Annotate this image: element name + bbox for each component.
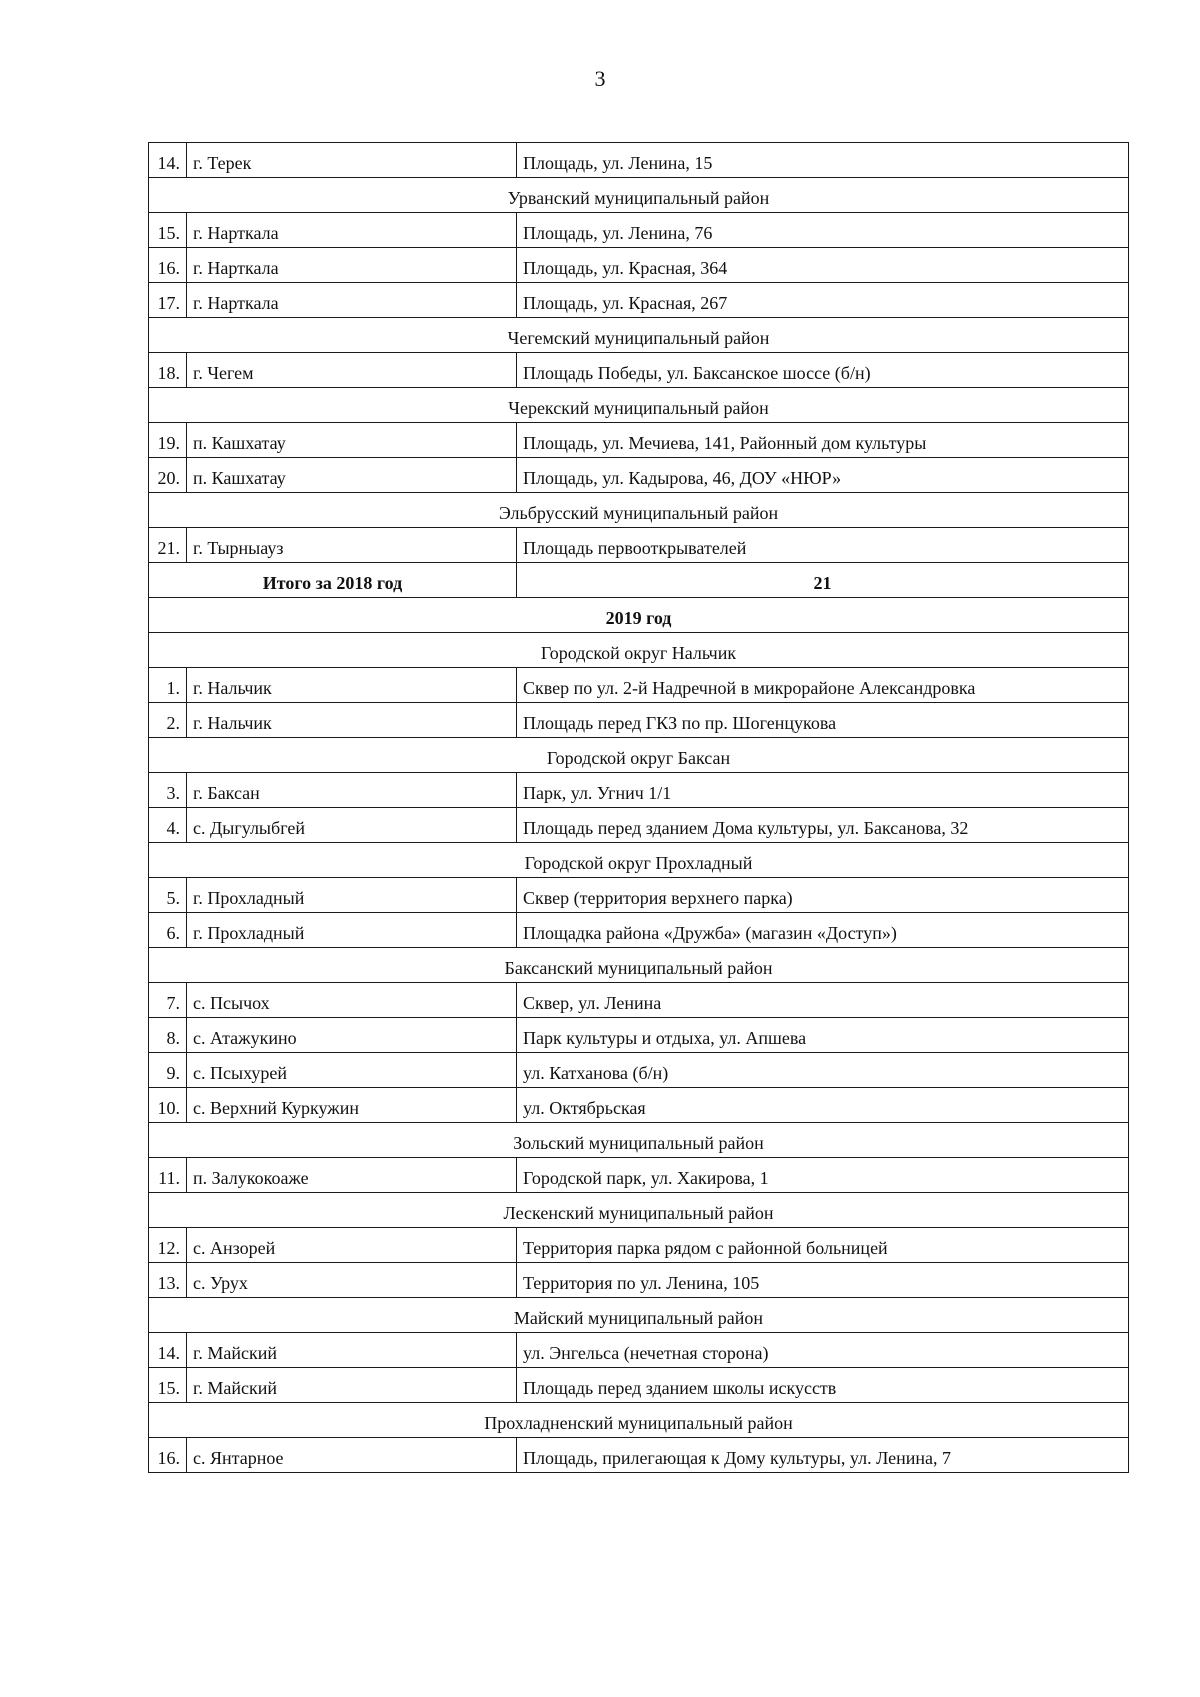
row-address: ул. Катханова (б/н): [517, 1053, 1129, 1088]
row-location: с. Янтарное: [187, 1438, 517, 1473]
year-heading: 2019 год: [149, 598, 1129, 633]
row-location: п. Кашхатау: [187, 423, 517, 458]
row-number: 12.: [149, 1228, 187, 1263]
row-number: 6.: [149, 913, 187, 948]
section-heading: Баксанский муниципальный район: [149, 948, 1129, 983]
section-heading: Прохладненский муниципальный район: [149, 1403, 1129, 1438]
row-address: Площадка района «Дружба» (магазин «Доступ»): [517, 913, 1129, 948]
row-location: с. Анзорей: [187, 1228, 517, 1263]
total-label: Итого за 2018 год: [149, 563, 517, 598]
section-heading: Майский муниципальный район: [149, 1298, 1129, 1333]
total-row: [149, 563, 1129, 598]
row-number: 9.: [149, 1053, 187, 1088]
row-number: 1.: [149, 668, 187, 703]
table-row: [149, 283, 1129, 318]
row-location: г. Нарткала: [187, 283, 517, 318]
table-row: [149, 1368, 1129, 1403]
table-row: [149, 213, 1129, 248]
row-address: Сквер (территория верхнего парка): [517, 878, 1129, 913]
row-number: 15.: [149, 1368, 187, 1403]
table-row: [149, 1053, 1129, 1088]
table-row: [149, 878, 1129, 913]
table-row: [149, 1438, 1129, 1473]
row-address: Площадь, прилегающая к Дому культуры, ул. Ленина, 7: [517, 1438, 1129, 1473]
row-number: 11.: [149, 1158, 187, 1193]
table-row: [149, 1088, 1129, 1123]
row-location: г. Нальчик: [187, 703, 517, 738]
row-address: Территория парка рядом с районной больницей: [517, 1228, 1129, 1263]
table-row: [149, 808, 1129, 843]
row-location: г. Майский: [187, 1333, 517, 1368]
section-row: [149, 493, 1129, 528]
row-location: г. Прохладный: [187, 878, 517, 913]
row-address: Городской парк, ул. Хакирова, 1: [517, 1158, 1129, 1193]
section-row: [149, 178, 1129, 213]
row-location: с. Урух: [187, 1263, 517, 1298]
row-number: 4.: [149, 808, 187, 843]
table-row: [149, 458, 1129, 493]
row-location: г. Баксан: [187, 773, 517, 808]
section-row: [149, 738, 1129, 773]
row-number: 20.: [149, 458, 187, 493]
table-row: [149, 143, 1129, 178]
row-location: г. Нальчик: [187, 668, 517, 703]
table-row: [149, 983, 1129, 1018]
table-row: [149, 773, 1129, 808]
table-row: [149, 423, 1129, 458]
row-number: 13.: [149, 1263, 187, 1298]
row-address: Площадь перед зданием школы искусств: [517, 1368, 1129, 1403]
row-address: Парк, ул. Угнич 1/1: [517, 773, 1129, 808]
section-row: [149, 1193, 1129, 1228]
table-row: [149, 1228, 1129, 1263]
table-row: [149, 1333, 1129, 1368]
section-row: [149, 1123, 1129, 1158]
row-number: 21.: [149, 528, 187, 563]
row-location: п. Залукокоаже: [187, 1158, 517, 1193]
section-row: [149, 633, 1129, 668]
row-address: Площадь, ул. Ленина, 76: [517, 213, 1129, 248]
row-address: Площадь перед ГКЗ по пр. Шогенцукова: [517, 703, 1129, 738]
row-address: Площадь, ул. Кадырова, 46, ДОУ «НЮР»: [517, 458, 1129, 493]
row-number: 16.: [149, 248, 187, 283]
year-row: [149, 598, 1129, 633]
section-heading: Чегемский муниципальный район: [149, 318, 1129, 353]
row-location: с. Атажукино: [187, 1018, 517, 1053]
section-heading: Городской округ Нальчик: [149, 633, 1129, 668]
row-number: 17.: [149, 283, 187, 318]
row-location: п. Кашхатау: [187, 458, 517, 493]
row-location: г. Нарткала: [187, 248, 517, 283]
row-address: Площадь первооткрывателей: [517, 528, 1129, 563]
row-location: г. Чегем: [187, 353, 517, 388]
row-address: Площадь, ул. Ленина, 15: [517, 143, 1129, 178]
row-address: Площадь, ул. Мечиева, 141, Районный дом культуры: [517, 423, 1129, 458]
section-heading: Эльбрусский муниципальный район: [149, 493, 1129, 528]
section-heading: Черекский муниципальный район: [149, 388, 1129, 423]
page-number: 3: [594, 66, 606, 91]
row-address: ул. Энгельса (нечетная сторона): [517, 1333, 1129, 1368]
locations-table-body: [149, 143, 1129, 1473]
section-row: [149, 318, 1129, 353]
table-row: [149, 703, 1129, 738]
section-row: [149, 388, 1129, 423]
row-location: г. Тырныауз: [187, 528, 517, 563]
row-location: с. Верхний Куркужин: [187, 1088, 517, 1123]
row-address: Площадь перед зданием Дома культуры, ул. Баксанова, 32: [517, 808, 1129, 843]
section-row: [149, 1403, 1129, 1438]
row-number: 3.: [149, 773, 187, 808]
table-row: [149, 528, 1129, 563]
row-address: Площадь, ул. Красная, 364: [517, 248, 1129, 283]
row-number: 5.: [149, 878, 187, 913]
row-location: с. Псычох: [187, 983, 517, 1018]
row-location: г. Прохладный: [187, 913, 517, 948]
section-row: [149, 948, 1129, 983]
table-row: [149, 913, 1129, 948]
section-heading: Урванский муниципальный район: [149, 178, 1129, 213]
row-location: с. Дыгулыбгей: [187, 808, 517, 843]
row-number: 8.: [149, 1018, 187, 1053]
row-address: Сквер, ул. Ленина: [517, 983, 1129, 1018]
row-number: 18.: [149, 353, 187, 388]
row-location: с. Псыхурей: [187, 1053, 517, 1088]
row-address: Площадь Победы, ул. Баксанское шоссе (б/н): [517, 353, 1129, 388]
row-number: 14.: [149, 1333, 187, 1368]
row-number: 19.: [149, 423, 187, 458]
table-row: [149, 1158, 1129, 1193]
table-row: [149, 1018, 1129, 1053]
table-row: [149, 353, 1129, 388]
total-value: 21: [517, 563, 1129, 598]
row-location: г. Терек: [187, 143, 517, 178]
row-number: 14.: [149, 143, 187, 178]
row-location: г. Майский: [187, 1368, 517, 1403]
section-heading: Зольский муниципальный район: [149, 1123, 1129, 1158]
row-number: 7.: [149, 983, 187, 1018]
section-row: [149, 1298, 1129, 1333]
row-number: 2.: [149, 703, 187, 738]
row-address: Территория по ул. Ленина, 105: [517, 1263, 1129, 1298]
row-address: Площадь, ул. Красная, 267: [517, 283, 1129, 318]
section-heading: Городской округ Прохладный: [149, 843, 1129, 878]
table-row: [149, 248, 1129, 283]
table-row: [149, 668, 1129, 703]
row-number: 16.: [149, 1438, 187, 1473]
row-location: г. Нарткала: [187, 213, 517, 248]
section-heading: Лескенский муниципальный район: [149, 1193, 1129, 1228]
section-heading: Городской округ Баксан: [149, 738, 1129, 773]
locations-table: [148, 142, 1129, 1473]
table-row: [149, 1263, 1129, 1298]
row-number: 10.: [149, 1088, 187, 1123]
row-address: Парк культуры и отдыха, ул. Апшева: [517, 1018, 1129, 1053]
row-address: Сквер по ул. 2-й Надречной в микрорайоне Александровка: [517, 668, 1129, 703]
row-number: 15.: [149, 213, 187, 248]
section-row: [149, 843, 1129, 878]
row-address: ул. Октябрьская: [517, 1088, 1129, 1123]
